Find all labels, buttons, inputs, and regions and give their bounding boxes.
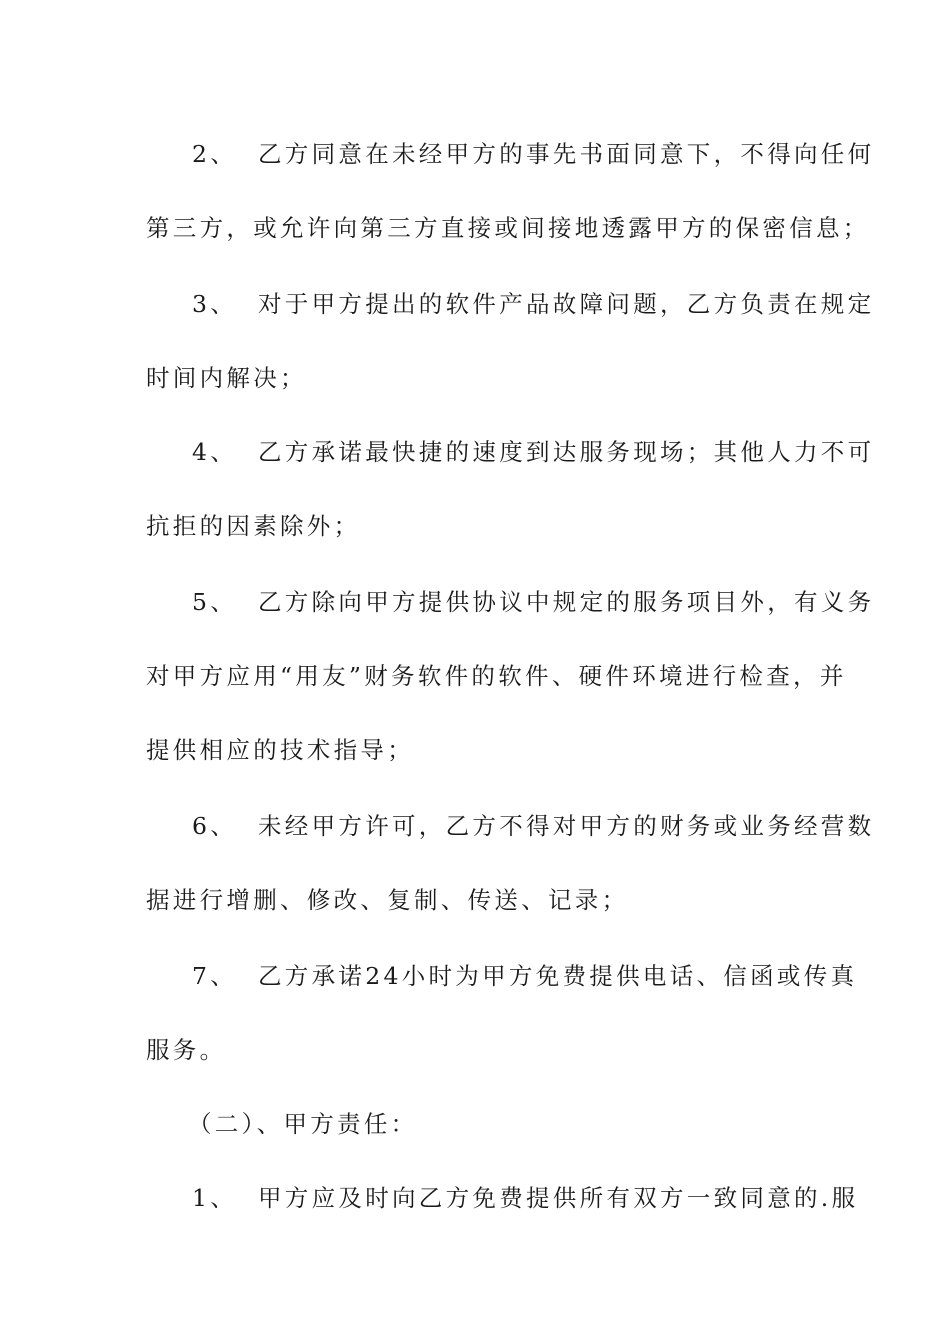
item-number: 3、: [192, 290, 238, 318]
item-number: 6、: [192, 812, 238, 840]
section-heading-line: [146, 1104, 806, 1144]
item-continuation: 第三方，或允许向第三方直接或间接地透露甲方的保密信息；: [146, 214, 870, 242]
item-2-line-1: [146, 134, 875, 174]
item-6-line-1: [146, 806, 875, 846]
item-3-line-1: [146, 284, 875, 324]
item-number: 2、: [192, 140, 238, 168]
item-continuation: 抗拒的因素除外；: [146, 512, 361, 540]
item-5-line-2: [146, 656, 847, 696]
section-heading: （二）、甲方责任：: [188, 1110, 418, 1138]
item-text: 乙方承诺24小时为甲方免费提供电话、信函或传真: [258, 962, 858, 990]
item-6-line-2: [146, 880, 806, 920]
item-text: 未经甲方许可，乙方不得对甲方的财务或业务经营数: [258, 812, 875, 840]
item-text: 对于甲方提出的软件产品故障问题，乙方负责在规定: [258, 290, 875, 318]
item-4-line-1: [146, 432, 875, 472]
item-4-line-2: [146, 506, 806, 546]
item-text: 乙方同意在未经甲方的事先书面同意下，不得向任何: [258, 140, 875, 168]
item-2-line-2: [146, 208, 870, 248]
item-text: 甲方应及时向乙方免费提供所有双方一致同意的.服: [258, 1184, 859, 1212]
item-5-line-1: [146, 582, 875, 622]
item-continuation: 据进行增删、修改、复制、传送、记录；: [146, 886, 629, 914]
item-number: 1、: [192, 1184, 238, 1212]
item-continuation: 时间内解决；: [146, 364, 307, 392]
item-continuation: 对甲方应用“用友”财务软件的软件、硬件环境进行检查，并: [146, 662, 847, 690]
item-text: 乙方承诺最快捷的速度到达服务现场；其他人力不可: [258, 438, 875, 466]
item-number: 4、: [192, 438, 238, 466]
item-continuation: 提供相应的技术指导；: [146, 736, 414, 764]
item-7-line-2: [146, 1030, 806, 1070]
item-number: 7、: [192, 962, 238, 990]
item-7-line-1: [146, 956, 858, 996]
item-number: 5、: [192, 588, 238, 616]
section-item-1-line-1: [146, 1178, 859, 1218]
item-continuation: 服务。: [146, 1036, 227, 1064]
item-5-line-3: [146, 730, 806, 770]
item-text: 乙方除向甲方提供协议中规定的服务项目外，有义务: [258, 588, 875, 616]
item-3-line-2: [146, 358, 806, 398]
